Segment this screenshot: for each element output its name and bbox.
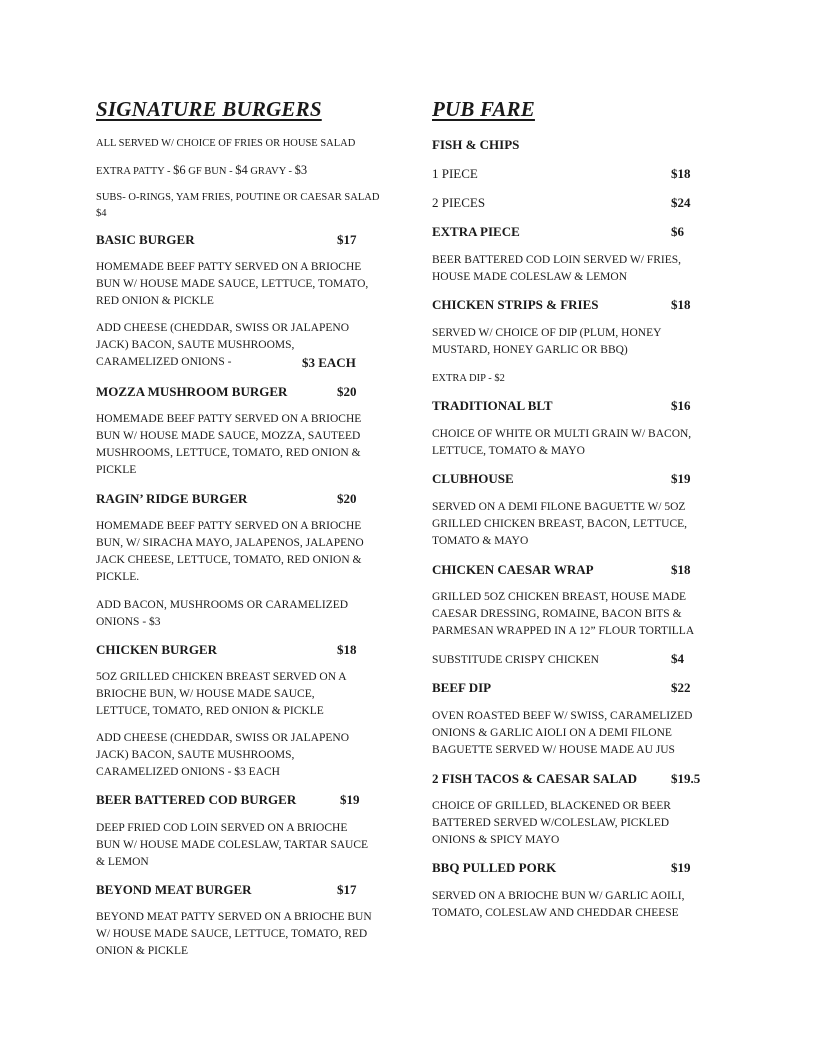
menu-item-name: MOZZA MUSHROOM BURGER xyxy=(96,384,288,399)
menu-item-description: SERVED W/ CHOICE OF DIP (PLUM, HONEY MUSTARD, HONEY GARLIC OR BBQ) xyxy=(432,327,662,356)
menu-item-price: $19 xyxy=(340,792,360,807)
menu-item-price: $18 xyxy=(671,562,691,577)
menu-item-description: SERVED ON A DEMI FILONE BAGUETTE W/ 5OZ GRILLED CHICKEN BREAST, BACON, LETTUCE, TOMATO & MAYO xyxy=(432,501,688,547)
menu-item-description: HOMEMADE BEEF PATTY SERVED ON A BRIOCHE BUN, W/ SIRACHA MAYO, JALAPENOS, JALAPENO JACK CHEESE, LETTUCE, TOMATO, RED ONION & PICKLE. xyxy=(96,520,364,583)
menu-item-description: CHOICE OF GRILLED, BLACKENED OR BEER BATTERED SERVED W/COLESLAW, PICKLED ONIONS & SPICY MAYO xyxy=(432,800,671,846)
menu-item-price: $18 xyxy=(671,297,691,312)
extras-note: EXTRA PATTY - $6 GF BUN - $4 GRAVY - $3 xyxy=(96,163,308,177)
menu-item-name: BEYOND MEAT BURGER xyxy=(96,882,252,897)
substitute-price: $4 xyxy=(671,651,684,666)
menu-item-description: BEYOND MEAT PATTY SERVED ON A BRIOCHE BUN W/ HOUSE MADE SAUCE, LETTUCE, TOMATO, RED ONION & PICKLE xyxy=(96,911,372,957)
substitute-label: SUBSTITUDE CRISPY CHICKEN xyxy=(432,654,599,666)
fish-option-label: 1 PIECE xyxy=(432,166,478,181)
menu-item-name: TRADITIONAL BLT xyxy=(432,398,553,413)
menu-item-price: $20 xyxy=(337,491,357,506)
signature-burgers-heading: SIGNATURE BURGERS xyxy=(96,97,322,121)
menu-item-price: $19 xyxy=(671,860,691,875)
menu-item-description: SERVED ON A BRIOCHE BUN W/ GARLIC AOILI, TOMATO, COLESLAW AND CHEDDAR CHEESE xyxy=(432,890,685,919)
fish-option-price: $24 xyxy=(671,195,691,210)
fish-option-price: $6 xyxy=(671,224,684,239)
served-with-note: ALL SERVED W/ CHOICE OF FRIES OR HOUSE SALAD xyxy=(96,138,356,149)
menu-item-price: $19.5 xyxy=(671,771,701,786)
fish-chips-description: BEER BATTERED COD LOIN SERVED W/ FRIES, HOUSE MADE COLESLAW & LEMON xyxy=(432,254,681,283)
substitutions-price: $4 xyxy=(96,208,107,219)
menu-item-name: CLUBHOUSE xyxy=(432,471,514,486)
menu-item-name: BEER BATTERED COD BURGER xyxy=(96,792,297,807)
substitutions-note: SUBS- O-RINGS, YAM FRIES, POUTINE OR CAESAR SALAD xyxy=(96,192,380,203)
fish-option-price: $18 xyxy=(671,166,691,181)
addon-price: $3 EACH xyxy=(302,355,356,370)
menu-item-addon: ADD CHEESE (CHEDDAR, SWISS OR JALAPENO JACK) BACON, SAUTE MUSHROOMS, CARAMELIZED ONIONS - xyxy=(96,322,350,368)
menu-item-name: 2 FISH TACOS & CAESAR SALAD xyxy=(432,771,638,786)
menu-item-price: $17 xyxy=(337,232,357,247)
fish-option-label: EXTRA PIECE xyxy=(432,224,520,239)
fish-chips-title: FISH & CHIPS xyxy=(432,137,520,152)
menu-item-name: RAGIN’ RIDGE BURGER xyxy=(96,491,248,506)
menu-item-name: CHICKEN BURGER xyxy=(96,642,217,657)
pub-fare-heading: PUB FARE xyxy=(432,97,535,121)
menu-item-description: CHOICE OF WHITE OR MULTI GRAIN W/ BACON, LETTUCE, TOMATO & MAYO xyxy=(432,428,692,457)
menu-item-price: $19 xyxy=(671,471,691,486)
menu-item-description: OVEN ROASTED BEEF W/ SWISS, CARAMELIZED ONIONS & GARLIC AIOLI ON A DEMI FILONE BAGUETTE SERVED W/ HOUSE MADE AU JUS xyxy=(432,710,693,756)
menu-item-description: GRILLED 5OZ CHICKEN BREAST, HOUSE MADE CAESAR DRESSING, ROMAINE, BACON BITS & PARMESAN WRAPPED IN A 12” FLOUR TORTILLA xyxy=(432,591,695,637)
menu-item-description: HOMEMADE BEEF PATTY SERVED ON A BRIOCHE BUN W/ HOUSE MADE SAUCE, MOZZA, SAUTEED MUSHROOMS, LETTUCE, TOMATO, RED ONION & PICKLE xyxy=(96,413,362,476)
menu-item-name: BBQ PULLED PORK xyxy=(432,860,557,875)
menu-item-addon: ADD CHEESE (CHEDDAR, SWISS OR JALAPENO JACK) BACON, SAUTE MUSHROOMS, CARAMELIZED ONIONS - $3 EACH xyxy=(96,732,350,778)
fish-option-label: 2 PIECES xyxy=(432,195,486,210)
extra-dip-note: EXTRA DIP - $2 xyxy=(432,373,505,384)
menu-item-price: $20 xyxy=(337,384,357,399)
menu-item-name: CHICKEN CAESAR WRAP xyxy=(432,562,594,577)
menu-item-description: 5OZ GRILLED CHICKEN BREAST SERVED ON A BRIOCHE BUN, W/ HOUSE MADE SAUCE, LETTUCE, TOMATO, RED ONION & PICKLE xyxy=(96,671,347,717)
menu-item-price: $22 xyxy=(671,680,691,695)
menu-item-price: $16 xyxy=(671,398,691,413)
menu-item-description: DEEP FRIED COD LOIN SERVED ON A BRIOCHE BUN W/ HOUSE MADE COLESLAW, TARTAR SAUCE & LEMON xyxy=(96,822,369,868)
menu-item-name: BASIC BURGER xyxy=(96,232,195,247)
menu-item-description: HOMEMADE BEEF PATTY SERVED ON A BRIOCHE BUN W/ HOUSE MADE SAUCE, LETTUCE, TOMATO, RED ONION & PICKLE xyxy=(96,261,369,307)
menu-item-price: $18 xyxy=(337,642,357,657)
menu-item-name: CHICKEN STRIPS & FRIES xyxy=(432,297,599,312)
menu-item-name: BEEF DIP xyxy=(432,680,492,695)
menu-item-price: $17 xyxy=(337,882,357,897)
menu-item-addon: ADD BACON, MUSHROOMS OR CARAMELIZED ONIONS - $3 xyxy=(96,599,349,628)
